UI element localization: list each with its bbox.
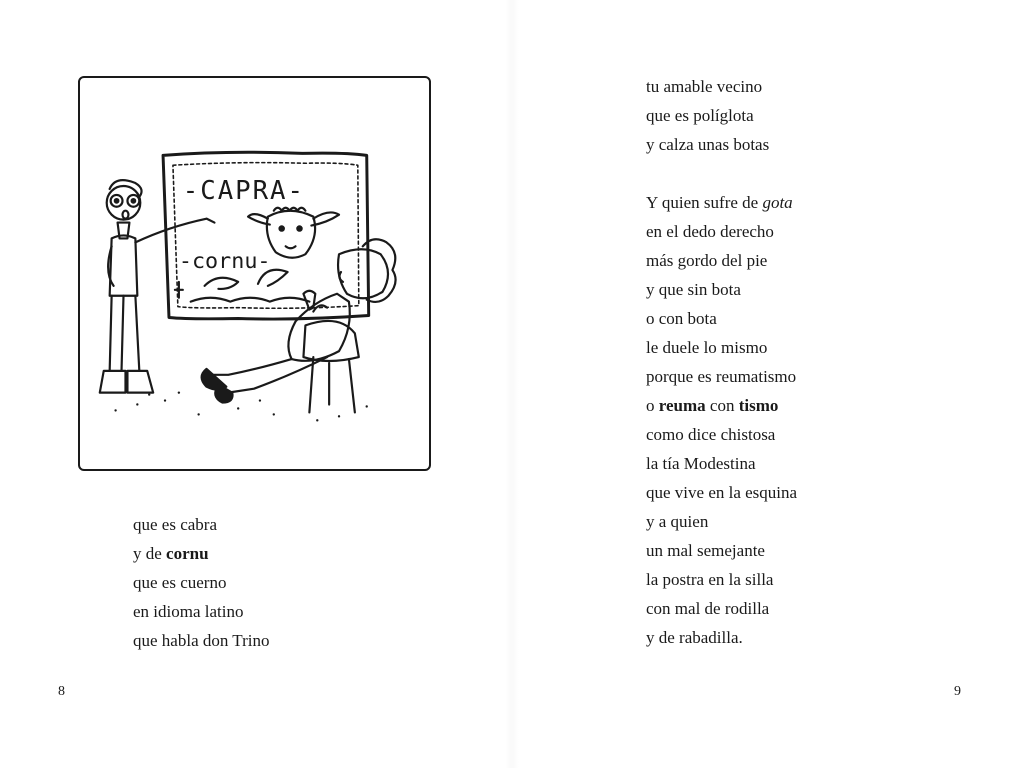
verse-line — [133, 597, 269, 626]
verse-text: que es cuerno — [133, 573, 227, 592]
illustration-drawing — [80, 78, 429, 469]
verse-text: que vive en la esquina — [646, 483, 798, 502]
verse-text: en el dedo derecho — [646, 222, 774, 241]
verse-line — [646, 101, 797, 130]
verse-line — [646, 362, 797, 391]
verse-text: porque es reumatismo — [646, 367, 797, 386]
verse-text: en idioma latino — [133, 602, 244, 621]
verse-text: y de — [133, 544, 167, 563]
verse-line — [133, 626, 269, 655]
verse-line — [646, 623, 797, 652]
verse-text: o — [646, 396, 659, 415]
verse-text: y a quien — [646, 512, 709, 531]
verse-line — [133, 539, 269, 568]
verse-line — [646, 72, 797, 101]
verse-line — [646, 130, 797, 159]
verse-line — [646, 507, 797, 536]
verse-text: la postra en la silla — [646, 570, 774, 589]
verse-line — [646, 478, 797, 507]
verse-line — [646, 391, 797, 420]
verse-text: que es políglota — [646, 106, 754, 125]
verse-line — [646, 565, 797, 594]
left-verse — [133, 510, 269, 655]
verse-line — [646, 536, 797, 565]
chalkboard-subtitle: -cornu- — [178, 249, 271, 275]
page-number-right: 9 — [954, 684, 961, 699]
verse-text: que habla don Trino — [133, 631, 270, 650]
verse-line — [646, 275, 797, 304]
verse-line — [646, 246, 797, 275]
verse-line — [646, 594, 797, 623]
illustration — [78, 76, 431, 471]
verse-text: tu amable vecino — [646, 77, 763, 96]
verse-text: o con bota — [646, 309, 717, 328]
verse-line — [646, 333, 797, 362]
verse-text: y calza unas botas — [646, 135, 770, 154]
verse-text: y de rabadilla. — [646, 628, 743, 647]
right-verse — [646, 72, 797, 652]
verse-line — [646, 304, 797, 333]
verse-line — [646, 217, 797, 246]
verse-text: con mal de rodilla — [646, 599, 770, 618]
verse-text: como dice chistosa — [646, 425, 776, 444]
page-number-left: 8 — [58, 684, 65, 699]
right-page — [512, 0, 1024, 768]
verse-text: le duele lo mismo — [646, 338, 768, 357]
italic-word: gota — [762, 193, 793, 212]
verse-line — [133, 510, 269, 539]
bold-word: tismo — [738, 396, 779, 415]
verse-text: con — [705, 396, 739, 415]
stanza-break — [646, 159, 797, 188]
verse-text: un mal semejante — [646, 541, 765, 560]
verse-line — [646, 188, 797, 217]
verse-text: la tía Modestina — [646, 454, 756, 473]
verse-text: que es cabra — [133, 515, 218, 534]
verse-line — [646, 420, 797, 449]
verse-text: y que sin bota — [646, 280, 741, 299]
chalkboard-title: -CAPRA- — [182, 175, 305, 206]
bold-word: cornu — [166, 544, 209, 563]
verse-line — [133, 568, 269, 597]
verse-text: Y quien sufre de — [646, 193, 763, 212]
verse-line — [646, 449, 797, 478]
verse-text: más gordo del pie — [646, 251, 768, 270]
bold-word: reuma — [658, 396, 706, 415]
